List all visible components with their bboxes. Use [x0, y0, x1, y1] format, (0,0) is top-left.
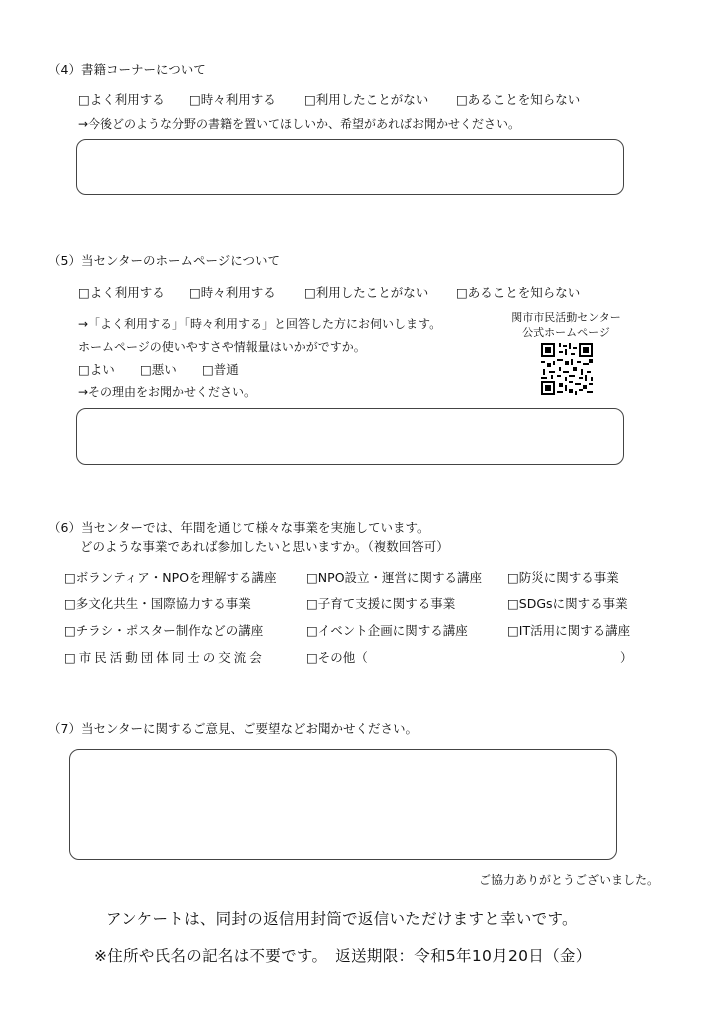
q6-title-1: （6）当センターでは、年間を通じて様々な事業を実施しています。 [48, 520, 430, 535]
q5-option-unaware[interactable]: □あることを知らない [456, 285, 581, 300]
q6-title-2: どのような事業であれば参加したいと思いますか。（複数回答可） [80, 539, 449, 554]
q5-answer-box[interactable] [76, 408, 624, 465]
q4-option-unaware[interactable]: □あることを知らない [456, 92, 581, 107]
q5-followup-2: ホームページの使いやすさや情報量はいかがですか。 [78, 340, 366, 354]
q6-option-volunteer-npo[interactable]: □ボランティア・NPOを理解する講座 [64, 570, 277, 585]
q5-reason: →その理由をお聞かせください。 [78, 385, 257, 399]
q4-title: （4）書籍コーナーについて [48, 62, 206, 77]
q4-option-often[interactable]: □よく利用する [78, 92, 165, 107]
q4-followup: →今後どのような分野の書籍を置いてほしいか、希望があればお聞かせください。 [78, 117, 521, 131]
q4-answer-box[interactable] [76, 139, 624, 195]
q5-option-often[interactable]: □よく利用する [78, 285, 165, 300]
q5-rating-average[interactable]: □普通 [202, 362, 239, 377]
q6-option-event[interactable]: □イベント企画に関する講座 [306, 623, 468, 638]
q6-option-childcare[interactable]: □子育て支援に関する事業 [306, 596, 456, 611]
q5-option-sometimes[interactable]: □時々利用する [189, 285, 276, 300]
qr-code-icon[interactable] [541, 343, 593, 395]
q6-option-disaster[interactable]: □防災に関する事業 [507, 570, 619, 585]
q5-title: （5）当センターのホームページについて [48, 253, 280, 268]
thanks-text: ご協力ありがとうございました。 [479, 873, 660, 887]
q6-option-exchange[interactable]: □市民活動団体同士の交流会 [64, 650, 265, 665]
q4-option-sometimes[interactable]: □時々利用する [189, 92, 276, 107]
q5-rating-good[interactable]: □よい [78, 362, 115, 377]
q6-option-other-close: ） [620, 650, 633, 665]
q4-option-never-used[interactable]: □利用したことがない [304, 92, 429, 107]
q7-title: （7）当センターに関するご意見、ご要望などお聞かせください。 [48, 721, 418, 736]
q6-option-flyer[interactable]: □チラシ・ポスター制作などの講座 [64, 623, 264, 638]
q6-option-it[interactable]: □IT活用に関する講座 [507, 623, 631, 638]
footer-line-2: ※住所や氏名の記名は不要です。 返送期限：令和5年10月20日（金） [94, 947, 592, 965]
q6-option-multicultural[interactable]: □多文化共生・国際協力する事業 [64, 596, 251, 611]
q5-option-never-used[interactable]: □利用したことがない [304, 285, 429, 300]
q6-option-sdgs[interactable]: □SDGsに関する事業 [507, 596, 628, 611]
q5-rating-bad[interactable]: □悪い [140, 362, 177, 377]
q5-followup-1: →「よく利用する」「時々利用する」と回答した方にお伺いします。 [78, 317, 442, 331]
q7-answer-box[interactable] [69, 749, 617, 860]
qr-label-site: 公式ホームページ [522, 326, 610, 339]
qr-label-org: 関市市民活動センター [511, 311, 621, 324]
footer-line-1: アンケートは、同封の返信用封筒で返信いただけますと幸いです。 [106, 910, 578, 928]
q6-option-npo-setup[interactable]: □NPO設立・運営に関する講座 [306, 570, 483, 585]
q6-option-other[interactable]: □その他（ [306, 650, 368, 665]
